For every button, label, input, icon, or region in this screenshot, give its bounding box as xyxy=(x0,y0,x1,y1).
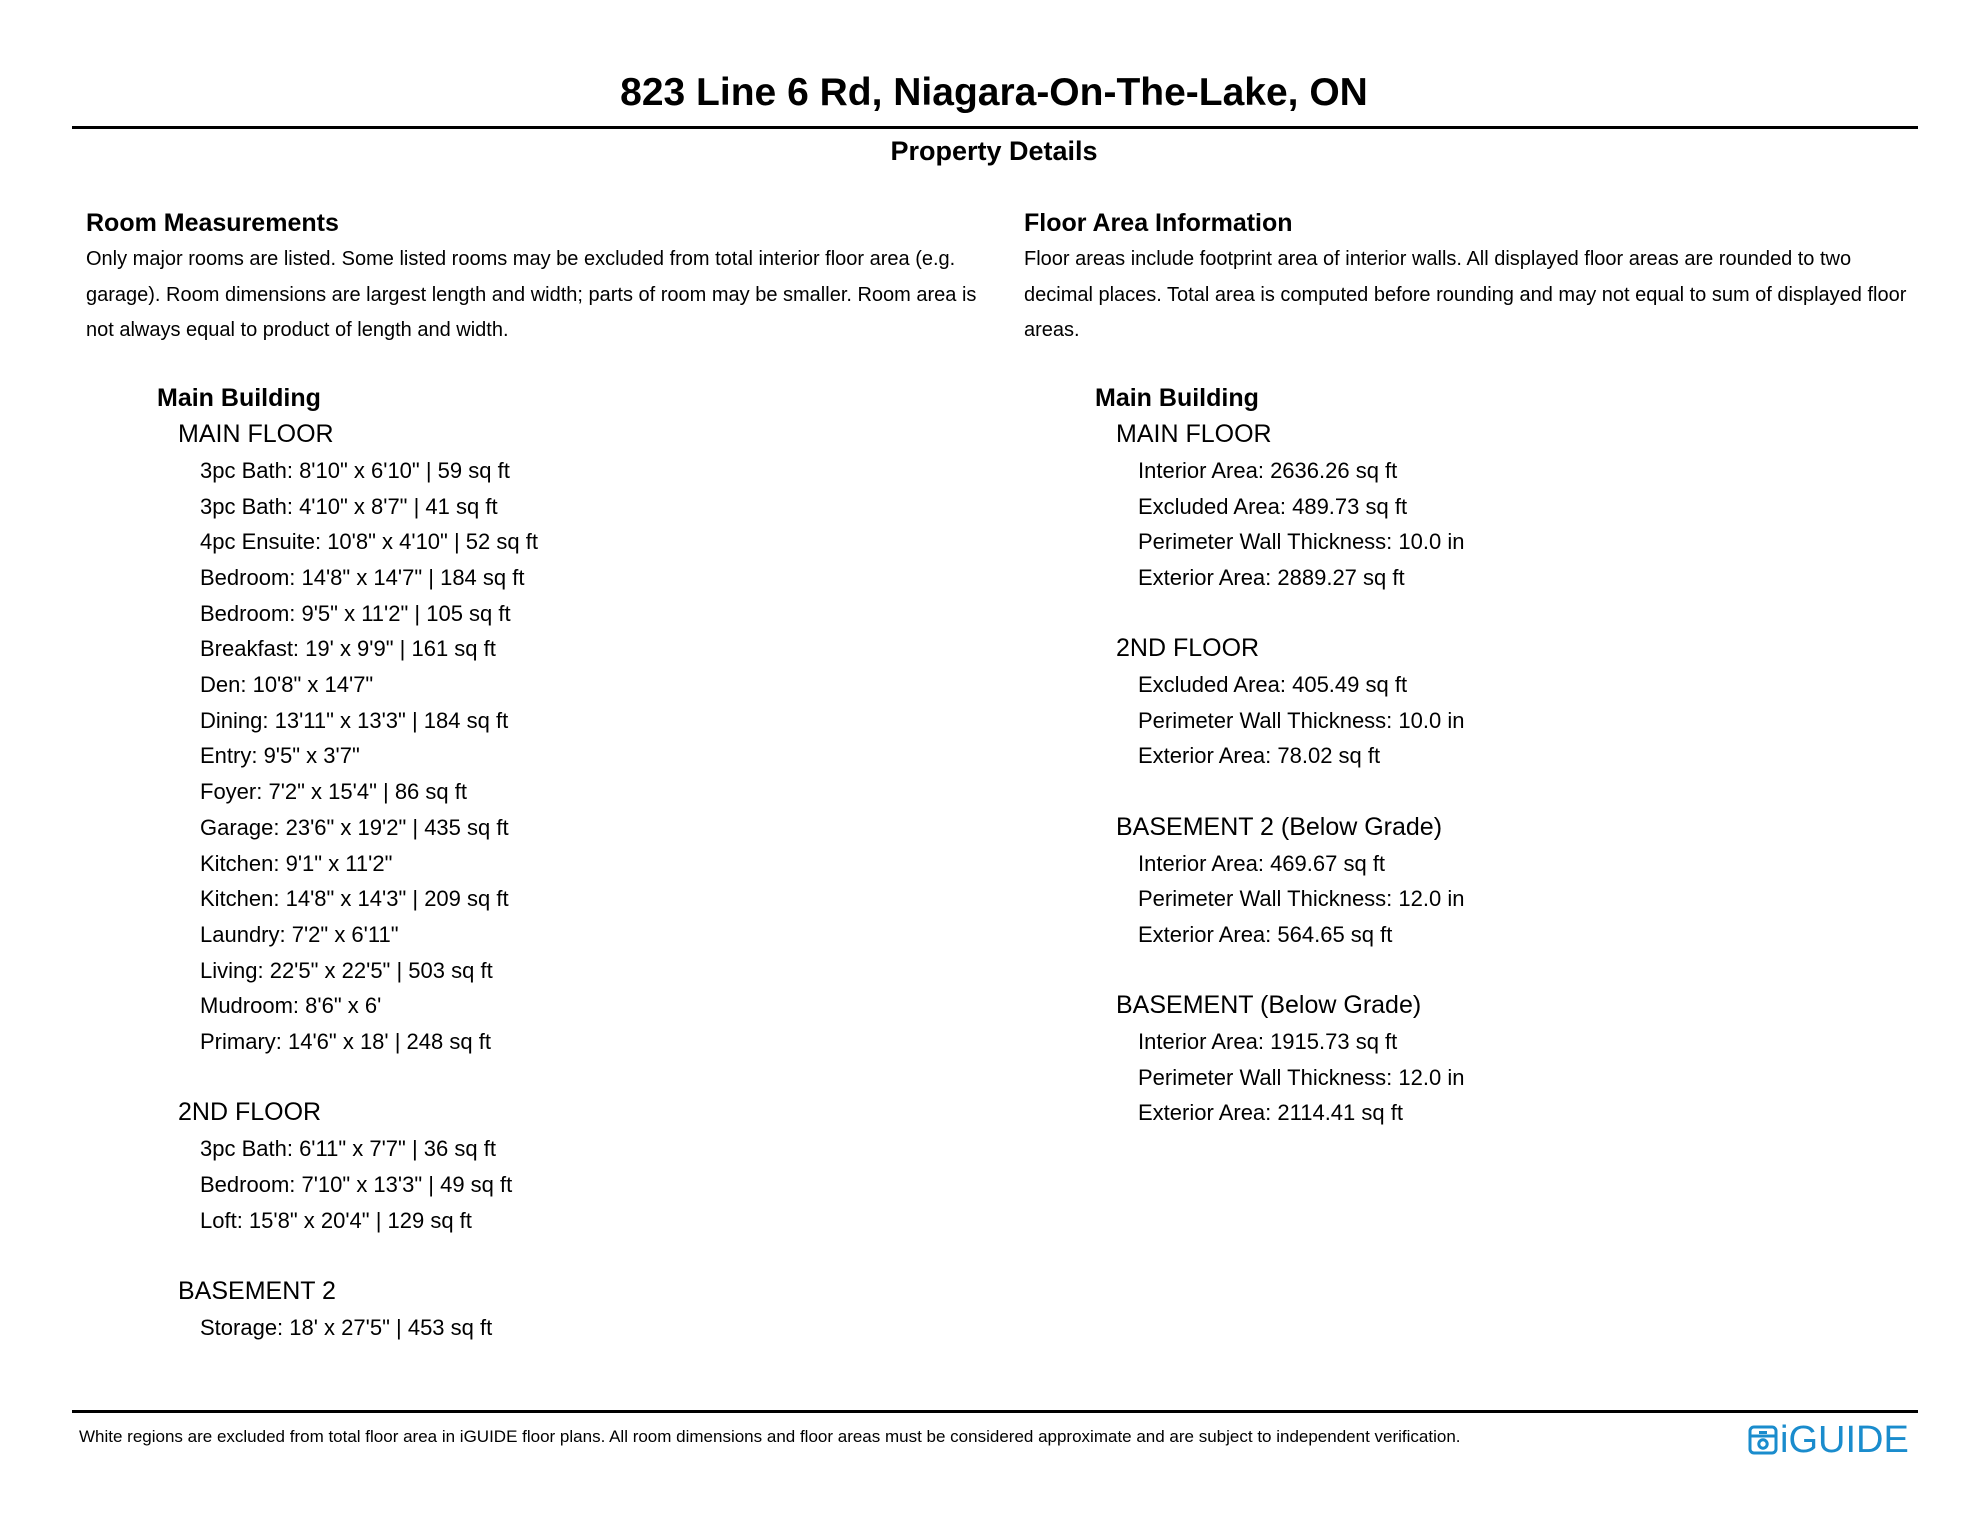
floor-name: BASEMENT 2 (Below Grade) xyxy=(1116,812,1443,841)
area-floor-second xyxy=(1116,631,1924,774)
room-item: Living: 22'5" x 22'5" | 503 sq ft xyxy=(200,957,493,983)
iguide-wordmark: iGUIDE xyxy=(1780,1419,1909,1461)
room-item: Entry: 9'5" x 3'7" xyxy=(200,743,360,769)
room-measurements-description: Only major rooms are listed. Some listed rooms may be excluded from total interior floor area (e.g. garage). Room dimensions are largest length and width; parts of room may be smaller. Room area is not always equal to product of length and width. xyxy=(86,248,977,342)
room-item: Breakfast: 19' x 9'9" | 161 sq ft xyxy=(200,636,496,662)
iguide-camera-icon xyxy=(1748,1424,1778,1456)
area-item: Perimeter Wall Thickness: 10.0 in xyxy=(1138,707,1465,733)
area-item: Interior Area: 2636.26 sq ft xyxy=(1138,457,1398,483)
floor-name: MAIN FLOOR xyxy=(1116,420,1272,449)
room-item: Loft: 15'8" x 20'4" | 129 sq ft xyxy=(200,1207,472,1233)
room-item: Kitchen: 14'8" x 14'3" | 209 sq ft xyxy=(200,886,509,912)
floor-name: MAIN FLOOR xyxy=(178,420,334,449)
room-item: 3pc Bath: 8'10" x 6'10" | 59 sq ft xyxy=(200,457,510,483)
floor-area-heading: Floor Area Information xyxy=(1024,209,1293,237)
floor-name: 2ND FLOOR xyxy=(1116,634,1260,663)
room-measurements-building xyxy=(157,379,1001,1345)
floor-area-building xyxy=(1095,379,1924,1131)
floor-second xyxy=(178,1095,1001,1238)
room-item: Bedroom: 14'8" x 14'7" | 184 sq ft xyxy=(200,564,525,590)
room-item: 3pc Bath: 6'11" x 7'7" | 36 sq ft xyxy=(200,1136,496,1162)
area-item: Exterior Area: 564.65 sq ft xyxy=(1138,921,1393,947)
room-item: 3pc Bath: 4'10" x 8'7" | 41 sq ft xyxy=(200,493,498,519)
area-item: Perimeter Wall Thickness: 12.0 in xyxy=(1138,1064,1465,1090)
room-item: Garage: 23'6" x 19'2" | 435 sq ft xyxy=(200,814,509,840)
floor-basement-2 xyxy=(178,1274,1001,1345)
area-item: Excluded Area: 489.73 sq ft xyxy=(1138,493,1408,519)
room-item: Laundry: 7'2" x 6'11" xyxy=(200,921,399,947)
area-item: Excluded Area: 405.49 sq ft xyxy=(1138,672,1408,698)
room-item: Primary: 14'6" x 18' | 248 sq ft xyxy=(200,1029,491,1055)
area-floor-basement-2 xyxy=(1116,810,1924,953)
footer-divider xyxy=(72,1410,1918,1413)
building-title: Main Building xyxy=(1095,384,1259,413)
area-item: Perimeter Wall Thickness: 10.0 in xyxy=(1138,529,1465,555)
area-item: Perimeter Wall Thickness: 12.0 in xyxy=(1138,886,1465,912)
page-title: 823 Line 6 Rd, Niagara-On-The-Lake, ON xyxy=(620,71,1368,114)
iguide-logo xyxy=(1748,1420,1909,1460)
floor-name: 2ND FLOOR xyxy=(178,1098,322,1127)
room-item: Storage: 18' x 27'5" | 453 sq ft xyxy=(200,1314,493,1340)
area-item: Exterior Area: 2889.27 sq ft xyxy=(1138,564,1405,590)
header-divider xyxy=(72,126,1918,129)
area-item: Interior Area: 1915.73 sq ft xyxy=(1138,1029,1398,1055)
area-floor-main xyxy=(1116,417,1924,596)
floor-area-description: Floor areas include footprint area of interior walls. All displayed floor areas are rounded to two decimal places. Total area is computed before rounding and may not equal to sum of displayed floor areas. xyxy=(1024,248,1907,342)
room-item: Bedroom: 7'10" x 13'3" | 49 sq ft xyxy=(200,1171,513,1197)
floor-name: BASEMENT (Below Grade) xyxy=(1116,991,1422,1020)
room-item: Bedroom: 9'5" x 11'2" | 105 sq ft xyxy=(200,600,511,626)
area-item: Interior Area: 469.67 sq ft xyxy=(1138,850,1386,876)
floor-area-section xyxy=(1024,206,1924,1131)
area-floor-basement xyxy=(1116,988,1924,1131)
area-item: Exterior Area: 2114.41 sq ft xyxy=(1138,1100,1403,1126)
room-measurements-section xyxy=(86,206,1001,1345)
room-measurements-heading: Room Measurements xyxy=(86,209,339,237)
room-item: Den: 10'8" x 14'7" xyxy=(200,672,374,698)
page-subtitle: Property Details xyxy=(890,136,1098,166)
floor-main xyxy=(178,417,1001,1060)
room-item: Kitchen: 9'1" x 11'2" xyxy=(200,850,393,876)
room-item: Dining: 13'11" x 13'3" | 184 sq ft xyxy=(200,707,509,733)
area-item: Exterior Area: 78.02 sq ft xyxy=(1138,743,1381,769)
building-title: Main Building xyxy=(157,384,321,413)
room-item: Mudroom: 8'6" x 6' xyxy=(200,993,382,1019)
floor-name: BASEMENT 2 xyxy=(178,1276,336,1305)
footer-disclaimer: White regions are excluded from total floor area in iGUIDE floor plans. All room dimensions and floor areas must be considered approximate and are subject to independent verification. xyxy=(79,1427,1461,1446)
room-item: Foyer: 7'2" x 15'4" | 86 sq ft xyxy=(200,779,467,805)
room-item: 4pc Ensuite: 10'8" x 4'10" | 52 sq ft xyxy=(200,529,538,555)
